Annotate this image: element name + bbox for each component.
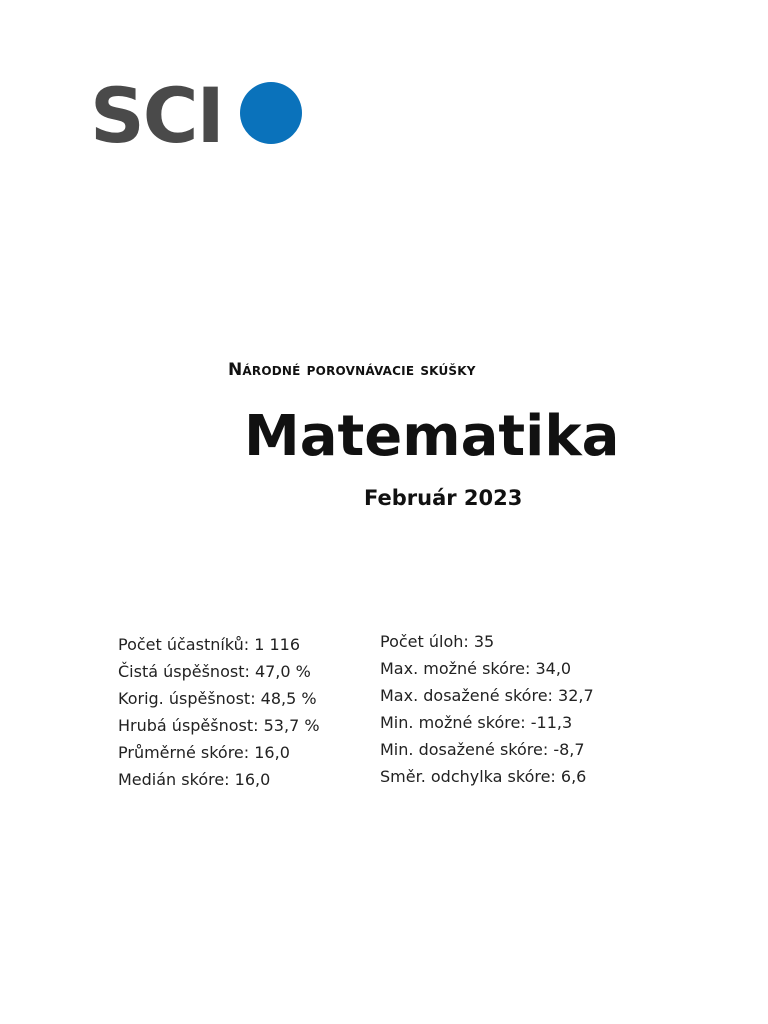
- logo-circle: [240, 82, 302, 144]
- exam-series-subtitle: Národné porovnávacie skúšky: [228, 360, 476, 380]
- stat-min-achieved-score: Min. dosažené skóre: -8,7: [380, 740, 585, 759]
- stat-min-possible-score: Min. možné skóre: -11,3: [380, 713, 573, 732]
- logo-lettering: SCI: [90, 80, 223, 148]
- subject-title: Matematika: [244, 404, 620, 469]
- stat-net-success: Čistá úspěšnost: 47,0 %: [118, 662, 311, 681]
- stat-participants: Počet účastníků: 1 116: [118, 635, 300, 654]
- stats-column-right: [380, 628, 594, 790]
- stat-max-achieved-score: Max. dosažené skóre: 32,7: [380, 686, 594, 705]
- stat-mean-score: Průměrné skóre: 16,0: [118, 743, 290, 762]
- stat-task-count: Počet úloh: 35: [380, 632, 495, 651]
- exam-date: Február 2023: [364, 486, 523, 510]
- scio-logo-graphic: [90, 80, 310, 148]
- scio-logo: [90, 80, 310, 148]
- stat-score-std-dev: Směr. odchylka skóre: 6,6: [380, 767, 587, 786]
- stat-gross-success: Hrubá úspěšnost: 53,7 %: [118, 716, 320, 735]
- stats-column-left: [118, 631, 320, 793]
- stat-median-score: Medián skóre: 16,0: [118, 770, 271, 789]
- stat-max-possible-score: Max. možné skóre: 34,0: [380, 659, 572, 678]
- stat-corrected-success: Korig. úspěšnost: 48,5 %: [118, 689, 317, 708]
